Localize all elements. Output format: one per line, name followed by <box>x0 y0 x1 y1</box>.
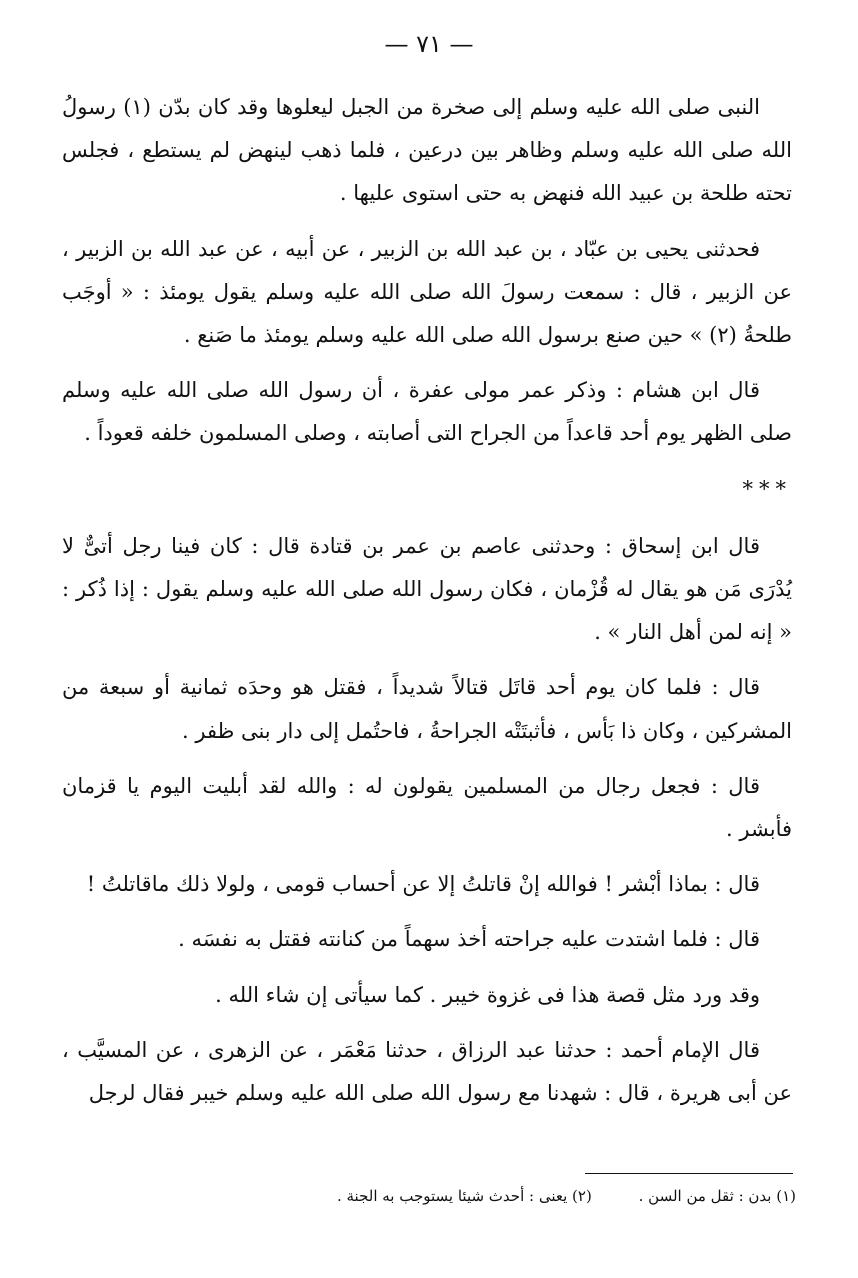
paragraph: فحدثنى يحيى بن عبّاد ، بن عبد الله بن الزبير ، عن أبيه ، عن عبد الله بن الزبير ، عن الزبير ، قال : سمعت رسولَ الله صلى الله عليه وسلم يقول يومئذ : « أوجَب طلحةُ (٢) » حين صنع برسول الله صلى الله عليه وسلم يومئذ ما صَنع . <box>62 236 792 348</box>
paragraph: قال ابن هشام : وذكر عمر مولى عفرة ، أن رسول الله صلى الله عليه وسلم صلى الظهر يوم أحد قاعداً من الجراح التى أصابته ، وصلى المسلمون خلفه قعوداً . <box>62 378 792 446</box>
paragraph: قال : فلما كان يوم أحد قاتَل قتالاً شديداً ، فقتل هو وحدَه ثمانية أو سبعة من المشركين ، وكان ذا بَأس ، فأثبتَتْه الجراحةُ ، فاحتُمل إلى دار بنى ظفر . <box>62 675 792 743</box>
footnotes <box>220 1184 796 1208</box>
page-number: — ٧١ — <box>384 30 474 58</box>
paragraph: النبى صلى الله عليه وسلم إلى صخرة من الجبل ليعلوها وقد كان بدّن (١) رسولُ الله صلى الله عليه وسلم وظاهر بين درعين ، فلما ذهب لينهض لم يستطع ، فجلس تحته طلحة بن عبيد الله فنهض به حتى استوى عليها . <box>62 95 792 206</box>
paragraph: قال الإمام أحمد : حدثنا عبد الرزاق ، حدثنا مَعْمَر ، عن الزهرى ، عن المسيَّب ، عن أبى هريرة ، قال : شهدنا مع رسول الله صلى الله عليه وسلم خيبر فقال لرجل <box>62 1037 792 1106</box>
paragraph: قال ابن إسحاق : وحدثنى عاصم بن عمر بن قتادة قال : كان فينا رجل أتىٌّ لا يُدْرَى مَن هو يقال له قُزْمان ، فكان رسول الله صلى الله عليه وسلم يقول : إذا ذُكر : « إنه لمن أهل النار » . <box>62 533 792 645</box>
paragraph: قال : بماذا أبْشر ! فوالله إنْ قاتلتُ إلا عن أحساب قومى ، ولولا ذلك ماقاتلتُ ! <box>86 872 760 897</box>
paragraph: قال : فجعل رجال من المسلمين يقولون له : والله لقد أبليت اليوم يا قزمان فأبشر . <box>62 773 792 842</box>
paragraph: قال : فلما اشتدت عليه جراحته أخذ سهماً من كنانته فقتل به نفسَه . <box>178 927 760 952</box>
footnote-2: (٢) يعنى : أحدث شيئا يستوجب به الجنة . <box>336 1187 592 1205</box>
footnote-divider <box>585 1173 793 1174</box>
body-text <box>62 86 792 1127</box>
footnote-1: (١) بدن : ثقل من السن . <box>638 1187 796 1205</box>
paragraph: وقد ورد مثل قصة هذا فى غزوة خيبر . كما سيأتى إن شاء الله . <box>215 982 760 1007</box>
section-separator: *** <box>742 476 792 501</box>
